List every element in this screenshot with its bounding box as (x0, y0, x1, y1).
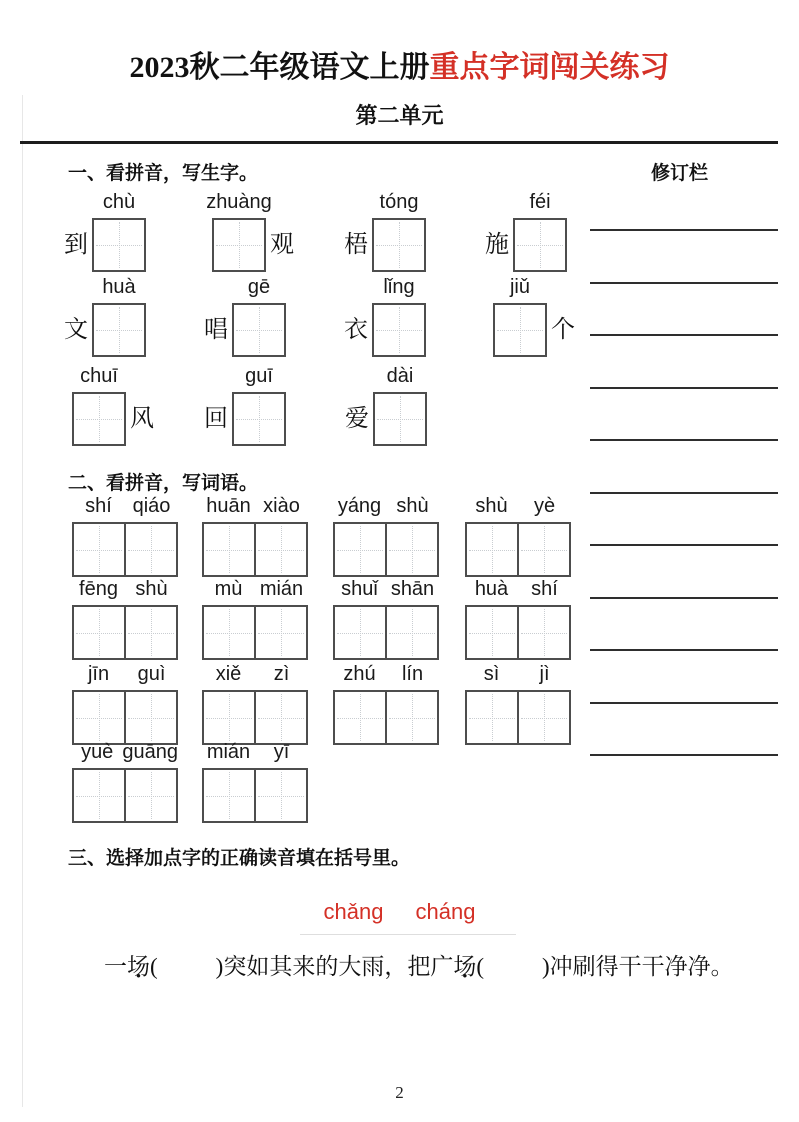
page-title-red: 重点字词闯关练习 (429, 51, 670, 84)
writing-cell[interactable] (385, 607, 437, 658)
sentence-text: )突如其来的大雨，把广 (215, 954, 454, 979)
revision-line (590, 439, 778, 441)
writing-box[interactable] (92, 218, 146, 272)
writing-cell[interactable] (335, 692, 385, 743)
word-pinyin-label (72, 741, 178, 764)
writing-cell[interactable] (254, 524, 306, 575)
writing-box[interactable] (212, 218, 266, 272)
pinyin-syllable: shù (135, 578, 168, 600)
given-character: 风 (130, 406, 154, 432)
pinyin-syllable: qiáo (132, 495, 171, 517)
writing-cell[interactable] (254, 770, 306, 821)
revision-column-label: 修订栏 (651, 163, 709, 184)
writing-cell[interactable] (517, 524, 569, 575)
word-pinyin-label (333, 663, 439, 686)
pinyin-label: chuī (80, 365, 118, 387)
word-pinyin-label (465, 663, 571, 686)
writing-box[interactable] (92, 303, 146, 357)
revision-line (590, 334, 778, 336)
dotted-character: 场 (127, 954, 150, 979)
pinyin-label: tóng (379, 191, 419, 213)
pinyin-syllable: yáng (337, 495, 382, 517)
pinyin-syllable: yè (533, 495, 556, 517)
pinyin-syllable: jīn (87, 663, 110, 685)
word-pinyin-label (72, 663, 178, 686)
pinyin-syllable: shí (531, 578, 558, 600)
writing-cell[interactable] (74, 770, 124, 821)
pinyin-syllable: xiào (263, 495, 300, 517)
section1-title: 一、看拼音，写生字。 (68, 163, 259, 184)
pinyin-syllable: zì (273, 663, 290, 685)
given-character: 唱 (204, 317, 228, 343)
pinyin-syllable: mù (214, 578, 243, 600)
revision-line (590, 492, 778, 494)
word-pinyin-label (333, 495, 439, 518)
given-character: 梧 (344, 232, 368, 258)
revision-line (590, 754, 778, 756)
writing-box[interactable] (373, 392, 427, 446)
word-pinyin-label (202, 495, 308, 518)
pinyin-syllable: shuǐ (341, 578, 378, 600)
word-pinyin-label (465, 495, 571, 518)
pinyin-syllable: huān (206, 495, 251, 517)
revision-line (590, 387, 778, 389)
pinyin-syllable: xiě (215, 663, 242, 685)
unit-subtitle: 第二单元 (355, 103, 444, 128)
writing-cell[interactable] (74, 607, 124, 658)
revision-line (590, 544, 778, 546)
writing-cell[interactable] (517, 607, 569, 658)
writing-cell[interactable] (74, 692, 124, 743)
word-writing-box[interactable] (72, 522, 178, 577)
sentence-text: 一 (104, 954, 127, 979)
writing-cell[interactable] (335, 607, 385, 658)
writing-box[interactable] (232, 392, 286, 446)
writing-cell[interactable] (74, 524, 124, 575)
word-writing-box[interactable] (202, 768, 308, 823)
word-writing-box[interactable] (333, 690, 439, 745)
pinyin-label: lǐng (383, 276, 415, 298)
word-writing-box[interactable] (465, 522, 571, 577)
given-character: 施 (485, 232, 509, 258)
writing-cell[interactable] (254, 607, 306, 658)
revision-line (590, 649, 778, 651)
writing-cell[interactable] (467, 524, 517, 575)
revision-line (590, 229, 778, 231)
word-writing-box[interactable] (333, 522, 439, 577)
revision-line (590, 597, 778, 599)
word-writing-box[interactable] (72, 605, 178, 660)
pinyin-syllable: sì (483, 663, 500, 685)
pinyin-label: féi (529, 191, 551, 213)
writing-box[interactable] (72, 392, 126, 446)
word-pinyin-label (202, 741, 308, 764)
pinyin-syllable: mián (206, 741, 251, 763)
pinyin-label: dài (386, 365, 414, 387)
writing-cell[interactable] (124, 607, 176, 658)
writing-cell[interactable] (385, 524, 437, 575)
writing-cell[interactable] (517, 692, 569, 743)
word-writing-box[interactable] (72, 768, 178, 823)
given-character: 到 (64, 232, 88, 258)
writing-cell[interactable] (124, 692, 176, 743)
word-writing-box[interactable] (465, 605, 571, 660)
given-character: 爱 (345, 406, 369, 432)
word-writing-box[interactable] (202, 690, 308, 745)
word-writing-box[interactable] (202, 605, 308, 660)
writing-cell[interactable] (254, 692, 306, 743)
revision-line (590, 282, 778, 284)
pinyin-syllable: zhú (343, 663, 376, 685)
page-title-black: 2023秋二年级语文上册 (129, 51, 430, 84)
word-pinyin-label (202, 578, 308, 601)
writing-cell[interactable] (467, 692, 517, 743)
pinyin-syllable: shù (475, 495, 508, 517)
page-title (0, 42, 799, 86)
given-character: 个 (551, 317, 575, 343)
given-character: 文 (64, 317, 88, 343)
writing-box[interactable] (513, 218, 567, 272)
revision-line (590, 702, 778, 704)
pinyin-syllable: jì (539, 663, 550, 685)
writing-cell[interactable] (124, 770, 176, 821)
pinyin-label: jiǔ (509, 276, 531, 298)
writing-cell[interactable] (204, 524, 254, 575)
word-pinyin-label (202, 663, 308, 686)
pinyin-syllable: yī (273, 741, 290, 763)
pinyin-syllable: guāng (122, 741, 178, 763)
writing-cell[interactable] (204, 607, 254, 658)
header-divider (20, 141, 778, 144)
writing-cell[interactable] (335, 524, 385, 575)
pinyin-label: guī (245, 365, 273, 387)
pinyin-syllable: shí (85, 495, 112, 517)
pinyin-option: cháng (415, 899, 476, 924)
writing-cell[interactable] (124, 524, 176, 575)
options-underline (300, 934, 516, 935)
writing-cell[interactable] (204, 692, 254, 743)
given-character: 观 (270, 232, 294, 258)
writing-cell[interactable] (204, 770, 254, 821)
writing-box[interactable] (493, 303, 547, 357)
word-writing-box[interactable] (333, 605, 439, 660)
word-pinyin-label (465, 578, 571, 601)
pinyin-option: chǎng (323, 899, 384, 924)
dotted-character: 场 (453, 954, 477, 979)
pinyin-label: gē (247, 276, 271, 298)
exercise-sentence (104, 950, 734, 984)
writing-box[interactable] (232, 303, 286, 357)
pinyin-syllable: huà (474, 578, 509, 600)
word-writing-box[interactable] (202, 522, 308, 577)
pinyin-syllable: lín (401, 663, 424, 685)
pinyin-syllable: mián (259, 578, 304, 600)
page-number: 2 (395, 1083, 404, 1102)
section3-title: 三、选择加点字的正确读音填在括号里。 (68, 848, 411, 869)
pronunciation-options (0, 899, 799, 925)
pinyin-label: chù (102, 191, 136, 213)
writing-cell[interactable] (467, 607, 517, 658)
pinyin-syllable: shān (390, 578, 435, 600)
word-pinyin-label (72, 495, 178, 518)
pinyin-syllable: fēng (79, 578, 118, 600)
word-pinyin-label (72, 578, 178, 601)
word-writing-box[interactable] (465, 690, 571, 745)
pinyin-syllable: yuè (81, 741, 114, 763)
sentence-text: ( (476, 954, 485, 979)
word-writing-box[interactable] (72, 690, 178, 745)
pinyin-label: zhuàng (206, 191, 272, 213)
pinyin-syllable: shù (396, 495, 429, 517)
writing-cell[interactable] (385, 692, 437, 743)
section2-title: 二、看拼音，写词语。 (68, 473, 259, 494)
sentence-text: )冲刷得干干净净。 (542, 954, 734, 979)
sentence-text: ( (150, 954, 158, 979)
given-character: 衣 (344, 317, 368, 343)
page-edge-line (22, 95, 23, 1107)
pinyin-syllable: guì (137, 663, 166, 685)
word-pinyin-label (333, 578, 439, 601)
given-character: 回 (204, 406, 228, 432)
writing-box[interactable] (372, 218, 426, 272)
pinyin-label: huà (102, 276, 136, 298)
writing-box[interactable] (372, 303, 426, 357)
